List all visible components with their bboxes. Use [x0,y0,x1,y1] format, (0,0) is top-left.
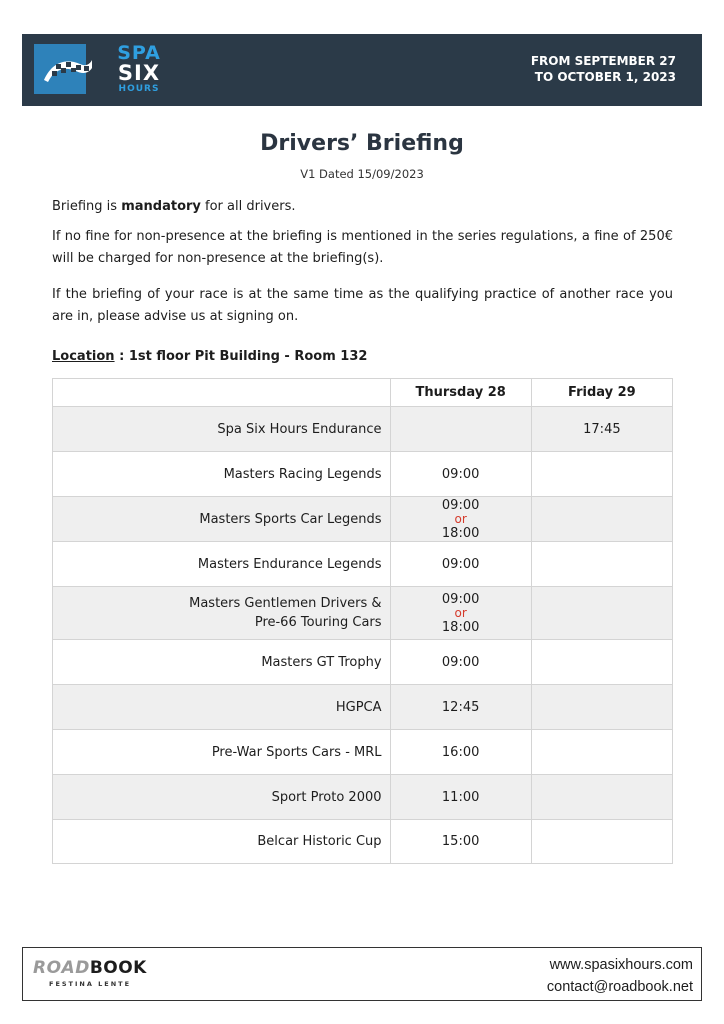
series-name: HGPCA [335,699,382,715]
footer [22,947,702,1001]
thursday-time-cell [390,775,531,820]
or-separator: or [454,511,467,526]
series-name-cell [53,685,391,730]
header-banner [22,34,702,106]
briefing-time: 18:00 [441,619,480,635]
table-header-row [53,379,673,407]
series-name: Masters Racing Legends [223,466,382,482]
logo-spa: SPA [117,42,161,64]
dates-line-1: FROM SEPTEMBER 27 [530,54,676,68]
briefing-time: 09:00 [441,497,480,513]
thursday-time-cell [390,640,531,685]
briefing-time: 09:00 [441,591,480,607]
thursday-time-cell [390,407,531,452]
location-label: Location [52,349,115,364]
location-value: : 1st floor Pit Building - Room 132 [114,349,368,364]
briefing-time: 15:00 [441,834,480,849]
series-name: Sport Proto 2000 [271,789,382,805]
table-row [53,452,673,497]
logo-six: SIX [117,61,161,85]
contact-info [547,954,693,998]
roadbook-motto: FESTINA LENTE [49,980,132,988]
table-row [53,640,673,685]
checkered-flag-icon [42,56,94,84]
briefing-time: 09:00 [441,556,480,572]
friday-time-cell [531,775,672,820]
header-friday: Friday 29 [531,379,672,407]
thursday-time-cell [390,820,531,864]
table-row [53,775,673,820]
series-name: Pre-War Sports Cars - MRL [211,744,382,760]
series-name: Belcar Historic Cup [257,834,382,849]
location-line [52,349,367,364]
series-name-cell [53,407,391,452]
table-row [53,542,673,587]
series-name-cell [53,452,391,497]
friday-time-cell [531,730,672,775]
logo-book: BOOK [89,958,147,978]
thursday-time-cell [390,497,531,542]
email-link[interactable]: contact@roadbook.net [546,979,693,995]
intro-paragraph-3: If the briefing of your race is at the same time as the qualifying practice of another race you are in, please advise us at signing on. [52,287,673,324]
table-row [53,820,673,864]
p1-after: for all drivers. [200,199,296,214]
roadbook-wordmark [33,958,153,978]
series-name-cell [53,640,391,685]
intro-paragraph-1 [52,196,673,218]
friday-time-cell [531,497,672,542]
table-row [53,497,673,542]
table-body [53,407,673,864]
briefing-time: 18:00 [441,525,480,541]
thursday-time-cell [390,685,531,730]
series-name-cell [53,775,391,820]
thursday-time-cell [390,730,531,775]
thursday-time-cell [390,452,531,497]
briefing-time: 09:00 [441,466,480,482]
p1-bold: mandatory [121,199,201,214]
table-row [53,685,673,730]
friday-time-cell [531,685,672,730]
p1-before: Briefing is [52,199,122,214]
briefing-schedule-table [52,378,673,864]
friday-time-cell [531,407,672,452]
briefing-time: 11:00 [441,789,480,805]
logo-road: ROAD [33,958,90,978]
briefing-time: 17:45 [583,421,621,437]
series-name-cell [53,542,391,587]
dates-line-2: TO OCTOBER 1, 2023 [534,70,676,84]
series-name: Pre-66 Touring Cars [254,615,382,630]
header-thursday: Thursday 28 [390,379,531,407]
table-row [53,587,673,640]
logo-wordmark [94,44,184,94]
series-name: Masters Endurance Legends [197,556,382,572]
table-row [53,407,673,452]
website-link[interactable]: www.spasixhours.com [549,957,693,973]
or-separator: or [454,605,467,620]
logo-hours: HOURS [118,84,160,94]
spa-six-hours-logo [34,44,174,98]
series-name: Masters Sports Car Legends [199,511,382,527]
friday-time-cell [531,640,672,685]
series-name: Masters GT Trophy [261,654,382,670]
series-name-cell [53,820,391,864]
intro-paragraph-2: If no fine for non-presence at the briefing is mentioned in the series regulations, a fine of 250€ will be charged for non-presence at the briefing(s). [52,229,673,266]
series-name-cell [53,497,391,542]
series-name: Spa Six Hours Endurance [217,421,382,437]
header-series [53,379,391,407]
briefing-time: 16:00 [441,744,480,760]
friday-time-cell [531,820,672,864]
thursday-time-cell [390,542,531,587]
friday-time-cell [531,587,672,640]
table-row [53,730,673,775]
series-name-cell [53,587,391,640]
thursday-time-cell [390,587,531,640]
series-name-cell [53,730,391,775]
briefing-time: 09:00 [441,654,480,670]
friday-time-cell [531,452,672,497]
version-date: V1 Dated 15/09/2023 [300,167,424,181]
page-title: Drivers’ Briefing [260,131,464,156]
briefing-time: 12:45 [441,699,480,715]
friday-time-cell [531,542,672,587]
event-dates [531,53,676,85]
roadbook-logo [33,958,153,988]
series-name: Masters Gentlemen Drivers & [189,596,382,611]
